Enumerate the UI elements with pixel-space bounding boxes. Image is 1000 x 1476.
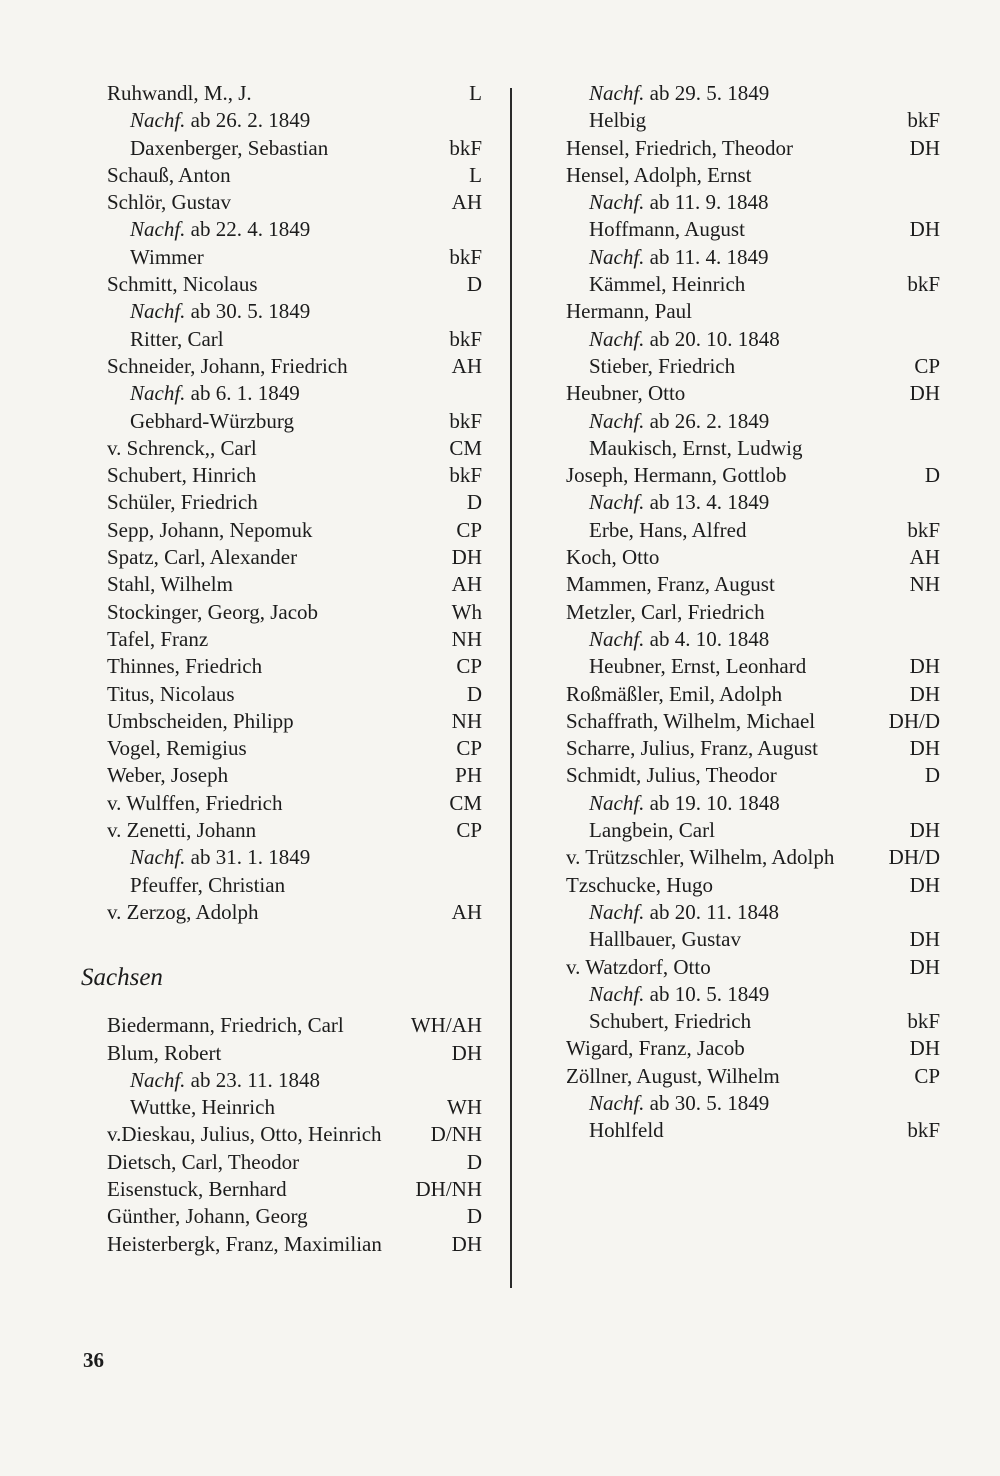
member-name: Spatz, Carl, Alexander xyxy=(107,545,298,570)
party-code: PH xyxy=(455,763,482,788)
date-text: ab 4. 10. 1848 xyxy=(649,626,770,651)
member-name: Langbein, Carl xyxy=(589,818,715,843)
successor-date xyxy=(566,81,769,105)
member-name: Tafel, Franz xyxy=(107,626,209,651)
date-text: ab 26. 2. 1849 xyxy=(190,108,311,133)
member-row xyxy=(107,735,482,762)
successor-row xyxy=(107,1067,482,1094)
successor-date xyxy=(107,845,310,869)
date-text: ab 11. 4. 1849 xyxy=(649,244,769,269)
party-code: NH xyxy=(451,626,482,651)
member-row xyxy=(566,517,940,544)
successor-date xyxy=(566,627,769,651)
nachf-label: Nachf. xyxy=(589,326,645,351)
member-name: Stieber, Friedrich xyxy=(589,353,736,378)
member-row xyxy=(107,762,482,789)
successor-row xyxy=(566,1090,940,1117)
date-text: ab 20. 11. 1848 xyxy=(649,899,779,924)
party-code: D xyxy=(466,1149,482,1174)
party-code: DH xyxy=(909,818,940,843)
successor-row xyxy=(566,899,940,926)
member-name: Ruhwandl, M., J. xyxy=(107,81,252,105)
member-row xyxy=(566,1117,940,1144)
successor-date xyxy=(566,190,768,214)
party-code: AH xyxy=(451,353,482,378)
section-heading-sachsen: Sachsen xyxy=(81,964,163,992)
successor-row xyxy=(107,107,482,134)
member-name: v. Watzdorf, Otto xyxy=(566,954,711,979)
member-row xyxy=(107,1203,482,1230)
member-name: Heubner, Otto xyxy=(566,381,686,406)
member-row xyxy=(566,135,940,162)
party-code: DH xyxy=(451,1040,482,1065)
party-code: bkF xyxy=(449,408,482,433)
party-code: DH/NH xyxy=(415,1176,482,1201)
successor-row xyxy=(107,216,482,243)
successor-date xyxy=(566,327,780,351)
party-code: WH xyxy=(447,1095,482,1120)
party-code: bkF xyxy=(449,135,482,160)
successor-date xyxy=(566,900,779,924)
member-row xyxy=(107,244,482,271)
member-name: v. Zenetti, Johann xyxy=(107,818,257,843)
member-row xyxy=(566,844,940,871)
successor-date xyxy=(566,409,769,433)
member-name: Scharre, Julius, Franz, August xyxy=(566,736,818,761)
successor-date xyxy=(566,1091,769,1115)
member-name: Heisterbergk, Franz, Maximilian xyxy=(107,1231,382,1256)
party-code: Wh xyxy=(451,599,482,624)
member-row xyxy=(566,162,940,189)
party-code: DH/D xyxy=(888,708,940,733)
member-row xyxy=(566,762,940,789)
member-name: Joseph, Hermann, Gottlob xyxy=(566,463,787,488)
nachf-label: Nachf. xyxy=(130,217,186,242)
party-code: CP xyxy=(456,654,482,679)
member-name: Schubert, Hinrich xyxy=(107,463,257,488)
sachsen-list-continued xyxy=(566,80,940,1145)
date-text: ab 23. 11. 1848 xyxy=(190,1067,320,1092)
party-code: CP xyxy=(456,818,482,843)
member-row xyxy=(566,708,940,735)
member-name: Günther, Johann, Georg xyxy=(107,1204,308,1229)
date-text: ab 6. 1. 1849 xyxy=(190,381,300,406)
member-row xyxy=(107,1094,482,1121)
member-name: Schüler, Friedrich xyxy=(107,490,258,515)
member-name: v. Schrenck,, Carl xyxy=(107,435,257,460)
party-code: DH xyxy=(909,135,940,160)
member-name: Thinnes, Friedrich xyxy=(107,654,263,679)
member-row xyxy=(107,135,482,162)
party-code: NH xyxy=(451,708,482,733)
member-row xyxy=(107,790,482,817)
member-row xyxy=(107,571,482,598)
member-name: Daxenberger, Sebastian xyxy=(130,135,329,160)
party-code: DH xyxy=(909,927,940,952)
party-code: DH xyxy=(909,736,940,761)
left-column xyxy=(81,80,482,1258)
member-name: Helbig xyxy=(589,108,647,133)
successor-row xyxy=(107,298,482,325)
member-row xyxy=(566,271,940,298)
successor-date xyxy=(566,245,768,269)
party-code: bkF xyxy=(907,272,940,297)
party-code: L xyxy=(469,81,482,105)
member-name: Biedermann, Friedrich, Carl xyxy=(107,1013,344,1038)
member-row xyxy=(566,926,940,953)
nachf-label: Nachf. xyxy=(130,1067,186,1092)
party-code: CP xyxy=(456,517,482,542)
member-row xyxy=(107,1176,482,1203)
nachf-label: Nachf. xyxy=(589,790,645,815)
member-row xyxy=(107,489,482,516)
member-name: Hallbauer, Gustav xyxy=(589,927,741,952)
member-row xyxy=(107,1231,482,1258)
member-name: Zöllner, August, Wilhelm xyxy=(566,1063,780,1088)
successor-row xyxy=(566,80,940,107)
member-name: Vogel, Remigius xyxy=(107,736,247,761)
nachf-label: Nachf. xyxy=(589,490,645,515)
member-name: v. Trützschler, Wilhelm, Adolph xyxy=(566,845,835,870)
nachf-label: Nachf. xyxy=(589,190,645,215)
member-row xyxy=(107,817,482,844)
member-name: Dietsch, Carl, Theodor xyxy=(107,1149,300,1174)
party-code: bkF xyxy=(907,1118,940,1143)
party-code: DH xyxy=(909,954,940,979)
member-name: Hermann, Paul xyxy=(566,299,692,324)
member-row xyxy=(107,435,482,462)
successor-row xyxy=(107,380,482,407)
member-name: v. Zerzog, Adolph xyxy=(107,899,259,924)
member-name: Schaffrath, Wilhelm, Michael xyxy=(566,708,816,733)
spacer xyxy=(107,926,482,956)
member-name: Koch, Otto xyxy=(566,545,660,570)
party-code: bkF xyxy=(907,108,940,133)
party-code: DH xyxy=(909,872,940,897)
date-text: ab 26. 2. 1849 xyxy=(649,408,770,433)
successor-row xyxy=(107,844,482,871)
successor-date xyxy=(107,381,300,405)
nachf-label: Nachf. xyxy=(589,408,645,433)
nachf-label: Nachf. xyxy=(130,845,186,870)
party-code: CP xyxy=(914,1063,940,1088)
successor-row xyxy=(566,326,940,353)
member-row xyxy=(566,435,940,462)
member-name: Schlör, Gustav xyxy=(107,190,231,215)
member-row xyxy=(566,735,940,762)
member-name: Hensel, Friedrich, Theodor xyxy=(566,135,794,160)
party-code: bkF xyxy=(907,517,940,542)
successor-date xyxy=(566,490,769,514)
right-column xyxy=(566,80,940,1145)
member-row xyxy=(107,408,482,435)
date-text: ab 29. 5. 1849 xyxy=(649,81,770,105)
party-code: AH xyxy=(451,572,482,597)
party-code: AH xyxy=(451,190,482,215)
member-name: Erbe, Hans, Alfred xyxy=(589,517,747,542)
member-row xyxy=(566,954,940,981)
member-name: Hoffmann, August xyxy=(589,217,745,242)
member-row xyxy=(566,380,940,407)
member-name: Roßmäßler, Emil, Adolph xyxy=(566,681,783,706)
member-name: v. Wulffen, Friedrich xyxy=(107,790,283,815)
party-code: bkF xyxy=(449,244,482,269)
member-row xyxy=(107,162,482,189)
successor-row xyxy=(566,244,940,271)
successor-row xyxy=(566,981,940,1008)
member-row xyxy=(566,107,940,134)
successor-date xyxy=(107,217,310,241)
member-name: Gebhard-Würzburg xyxy=(130,408,295,433)
member-name: Titus, Nicolaus xyxy=(107,681,235,706)
nachf-label: Nachf. xyxy=(589,626,645,651)
member-row xyxy=(566,462,940,489)
member-name: Eisenstuck, Bernhard xyxy=(107,1176,287,1201)
sachsen-list xyxy=(107,1012,482,1258)
successor-date xyxy=(107,108,310,132)
member-row xyxy=(566,1063,940,1090)
party-code: DH xyxy=(451,1231,482,1256)
member-row xyxy=(566,298,940,325)
member-row xyxy=(107,80,482,107)
party-code: DH xyxy=(909,681,940,706)
member-name: Schneider, Johann, Friedrich xyxy=(107,353,348,378)
member-row xyxy=(107,1012,482,1039)
member-row xyxy=(566,544,940,571)
nachf-label: Nachf. xyxy=(589,899,645,924)
member-name: Schmitt, Nicolaus xyxy=(107,272,258,297)
date-text: ab 31. 1. 1849 xyxy=(190,845,311,870)
member-name: Wuttke, Heinrich xyxy=(130,1095,275,1120)
page-number: 36 xyxy=(83,1348,104,1372)
party-code: D xyxy=(466,272,482,297)
member-row xyxy=(566,571,940,598)
party-code: WH/AH xyxy=(410,1013,482,1038)
member-name: Tzschucke, Hugo xyxy=(566,872,713,897)
member-name: Wimmer xyxy=(130,244,204,269)
member-row xyxy=(107,681,482,708)
member-row xyxy=(107,326,482,353)
member-name: Ritter, Carl xyxy=(130,326,224,351)
nachf-label: Nachf. xyxy=(130,299,186,324)
date-text: ab 11. 9. 1848 xyxy=(649,190,769,215)
party-code: AH xyxy=(451,899,482,924)
successor-row xyxy=(566,626,940,653)
successor-row xyxy=(566,489,940,516)
member-row xyxy=(107,353,482,380)
member-row xyxy=(566,681,940,708)
member-name: Heubner, Ernst, Leonhard xyxy=(589,654,807,679)
party-code: DH xyxy=(909,381,940,406)
party-code: DH xyxy=(909,217,940,242)
member-row xyxy=(566,216,940,243)
party-code: D xyxy=(466,681,482,706)
successor-row xyxy=(566,790,940,817)
party-code: L xyxy=(469,162,482,187)
member-row xyxy=(107,1121,482,1148)
party-code: D xyxy=(466,1204,482,1229)
member-name: Schubert, Friedrich xyxy=(589,1009,752,1034)
member-row xyxy=(107,599,482,626)
party-code: D xyxy=(466,490,482,515)
member-name: Stahl, Wilhelm xyxy=(107,572,233,597)
party-code: CM xyxy=(449,435,482,460)
party-code: CM xyxy=(449,790,482,815)
member-row xyxy=(566,817,940,844)
member-row xyxy=(107,708,482,735)
successor-date xyxy=(566,982,769,1006)
member-name: Mammen, Franz, August xyxy=(566,572,775,597)
date-text: ab 20. 10. 1848 xyxy=(649,326,780,351)
member-row xyxy=(107,872,482,899)
party-code: CP xyxy=(456,736,482,761)
member-row xyxy=(107,462,482,489)
successor-row xyxy=(566,189,940,216)
successor-row xyxy=(566,408,940,435)
member-row xyxy=(566,1035,940,1062)
party-code: DH/D xyxy=(888,845,940,870)
party-code: D xyxy=(924,463,940,488)
member-name: Maukisch, Ernst, Ludwig xyxy=(589,435,803,460)
bayern-list xyxy=(107,80,482,926)
member-row xyxy=(107,653,482,680)
member-row xyxy=(107,271,482,298)
party-code: bkF xyxy=(449,463,482,488)
nachf-label: Nachf. xyxy=(589,244,645,269)
successor-date xyxy=(107,1068,320,1092)
member-row xyxy=(566,653,940,680)
member-name: Wigard, Franz, Jacob xyxy=(566,1036,745,1061)
member-row xyxy=(107,544,482,571)
member-name: Umbscheiden, Philipp xyxy=(107,708,294,733)
member-row xyxy=(566,872,940,899)
date-text: ab 10. 5. 1849 xyxy=(649,981,770,1006)
member-name: Metzler, Carl, Friedrich xyxy=(566,599,765,624)
successor-date xyxy=(107,299,310,323)
party-code: bkF xyxy=(907,1009,940,1034)
party-code: DH xyxy=(451,545,482,570)
member-row xyxy=(107,517,482,544)
member-name: Kämmel, Heinrich xyxy=(589,272,746,297)
party-code: DH xyxy=(909,654,940,679)
nachf-label: Nachf. xyxy=(589,1090,645,1115)
nachf-label: Nachf. xyxy=(589,981,645,1006)
party-code: DH xyxy=(909,1036,940,1061)
party-code: D/NH xyxy=(430,1122,482,1147)
party-code: AH xyxy=(909,545,940,570)
member-name: v.Dieskau, Julius, Otto, Heinrich xyxy=(107,1122,382,1147)
member-row xyxy=(107,1149,482,1176)
member-row xyxy=(566,599,940,626)
member-row xyxy=(566,353,940,380)
member-row xyxy=(107,899,482,926)
nachf-label: Nachf. xyxy=(130,108,186,133)
party-code: D xyxy=(924,763,940,788)
member-row xyxy=(107,189,482,216)
date-text: ab 30. 5. 1849 xyxy=(649,1090,770,1115)
member-name: Stockinger, Georg, Jacob xyxy=(107,599,319,624)
successor-date xyxy=(566,791,780,815)
nachf-label: Nachf. xyxy=(130,381,186,406)
date-text: ab 13. 4. 1849 xyxy=(649,490,770,515)
member-row xyxy=(107,626,482,653)
member-name: Hohlfeld xyxy=(589,1118,664,1143)
member-row xyxy=(107,1040,482,1067)
member-name: Blum, Robert xyxy=(107,1040,222,1065)
party-code: CP xyxy=(914,353,940,378)
date-text: ab 22. 4. 1849 xyxy=(190,217,311,242)
member-row xyxy=(566,1008,940,1035)
member-name: Hensel, Adolph, Ernst xyxy=(566,162,752,187)
date-text: ab 19. 10. 1848 xyxy=(649,790,780,815)
member-name: Pfeuffer, Christian xyxy=(130,872,286,897)
member-name: Sepp, Johann, Nepomuk xyxy=(107,517,313,542)
member-name: Schauß, Anton xyxy=(107,162,231,187)
member-name: Weber, Joseph xyxy=(107,763,229,788)
column-divider xyxy=(510,88,512,1288)
party-code: NH xyxy=(909,572,940,597)
nachf-label: Nachf. xyxy=(589,81,645,105)
party-code: bkF xyxy=(449,326,482,351)
date-text: ab 30. 5. 1849 xyxy=(190,299,311,324)
member-name: Schmidt, Julius, Theodor xyxy=(566,763,777,788)
